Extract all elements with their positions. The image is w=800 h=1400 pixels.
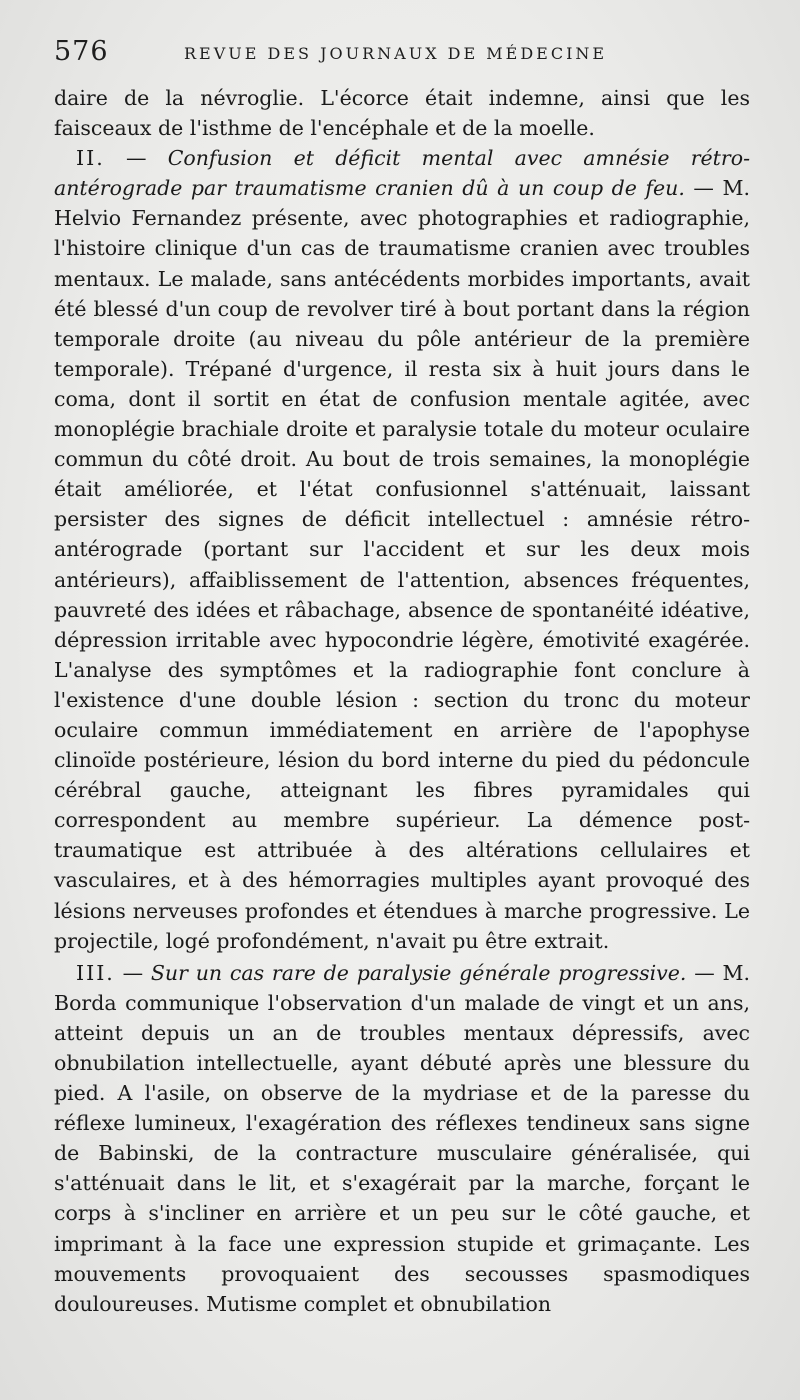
paragraph-text: daire de la névroglie. L'écorce était indemne, ainsi que les faisceaux de l'isthme de l'encéphale et de la moelle. — [54, 86, 750, 141]
section-dash: — — [104, 146, 168, 171]
section-dash: — — [114, 960, 151, 985]
section-text: — M. Helvio Fernandez présente, avec photographies et radiographie, l'histoire clinique d'un cas de traumatisme cranien avec troubles mentaux. Le malade, sans antécédents morbides importants, avait été blessé d'un coup de revolver tiré à bout portant dans la région temporale droite (au niveau du pôle antérieur de la première temporale). Trépané d'urgence, il resta six à huit jours dans le coma, dont il sortit en état de confusion mentale agitée, avec monoplégie brachiale droite et paralysie totale du moteur oculaire commun du côté droit. Au bout de trois semaines, la monoplégie était améliorée, et l'état confusionnel s'atténuait, laissant persister des signes de déficit intellectuel : amnésie rétro-antérograde (portant sur l'accident et sur les deux mois antérieurs), affaiblissement de l'attention, absences fréquentes, pauvreté des idées et râbachage, absence de spontanéité idéative, dépression irritable avec hypocondrie légère, émotivité exagérée. L'analyse des symptômes et la radiographie font conclure à l'existence d'une double lésion : section du tronc du moteur oculaire commun immédiatement en arrière de l'apophyse clinoïde postérieure, lésion du bord interne du pied du pédoncule cérébral gauche, atteignant les fibres pyramidales qui correspondent au membre supérieur. La démence post-traumatique est attribuée à des altérations cellulaires et vasculaires, et à des hémorragies multiples ayant provoqué des lésions nerveuses profondes et étendues à marche progressive. Le projectile, logé profondément, n'avait pu être extrait. — [54, 176, 750, 953]
section-title: Confusion et déficit mental avec amnésie rétro-antérograde par traumatisme cranien dû à un coup de feu. — [54, 146, 750, 201]
section-number: II. — [76, 146, 105, 171]
section-ii — [54, 143, 750, 956]
running-head: REVUE DES JOURNAUX DE MÉDECINE — [184, 44, 608, 63]
section-number: III. — [76, 960, 115, 985]
section-text: — M. Borda communique l'observation d'un malade de vingt et un ans, atteint depuis un an de troubles mentaux dépressifs, avec obnubilation intellectuelle, ayant débuté après une blessure du pied. A l'asile, on observe de la mydriase et de la paresse du réflexe lumineux, l'exagération des réflexes tendineux sans signe de Babinski, de la contracture musculaire généralisée, qui s'atténuait dans le lit, et s'exagérait par la marche, forçant le corps à s'incliner en arrière et un peu sur le côté gauche, et imprimant à la face une expression stupide et grimaçante. Les mouvements provoquaient des secousses spasmodiques douloureuses. Mutisme complet et obnubilation — [54, 960, 750, 1316]
page-header — [54, 36, 754, 76]
article-body — [54, 83, 750, 1319]
section-title: Sur un cas rare de paralysie générale progressive. — [150, 960, 687, 985]
section-iii — [54, 958, 750, 1319]
paragraph-continuation — [54, 83, 750, 143]
page-number: 576 — [54, 36, 109, 67]
